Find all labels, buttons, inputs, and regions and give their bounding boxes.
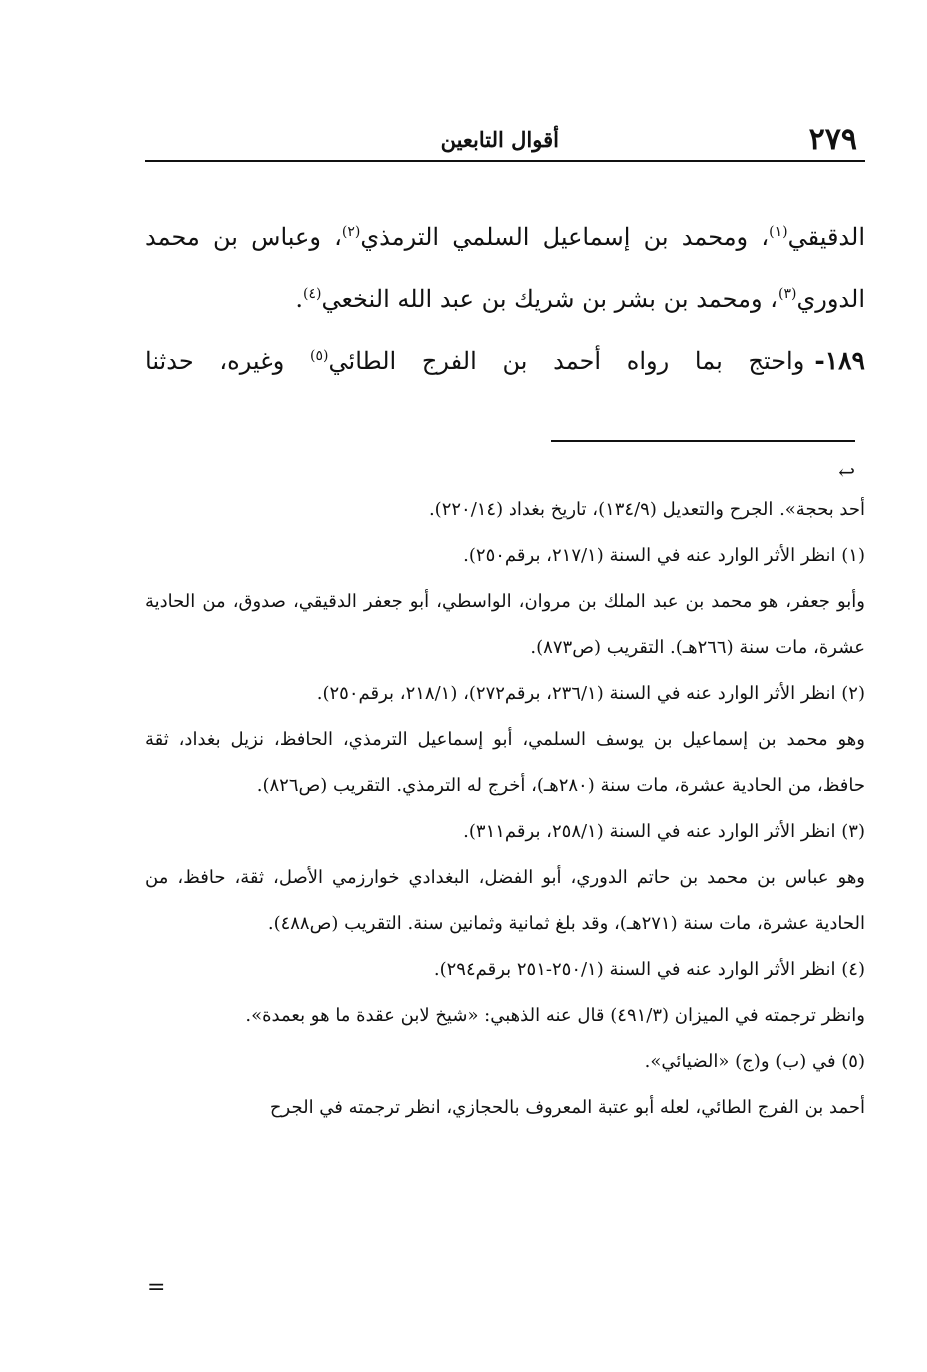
footnote-1-body: وأبو جعفر، هو محمد بن عبد الملك بن مروان، الواسطي، أبو جعفر الدقيقي، صدوق، من الحادية عشرة، مات سنة (٢٦٦هـ). التقريب (ص٨٧٣). (145, 591, 865, 658)
footnote-2-body: وهو محمد بن إسماعيل بن يوسف السلمي، أبو إسماعيل الترمذي، الحافظ، نزيل بغداد، ثقة حافظ، من الحادية عشرة، مات سنة (٢٨٠هـ)، أخرج له الترمذي. التقريب (ص٨٢٦). (145, 729, 865, 796)
footnote-4-head: (٤) انظر الأثر الوارد عنه في السنة (٢٥٠/١-٢٥١ برقم٢٩٤). (433, 959, 865, 980)
main-line-3 (145, 330, 865, 392)
footnote-4-body: وانظر ترجمته في الميزان (٤٩١/٣) قال عنه الذهبي: «شيخ لابن عقدة ما هو بعمدة». (245, 1005, 865, 1026)
main-line-1-part-c: ، وعباس بن محمد (145, 223, 342, 251)
note-reference-5: (٥) (310, 348, 329, 364)
header-rule (145, 160, 865, 162)
note-reference-3: (٣) (777, 286, 797, 302)
main-line-1-part-a: الدقيقي (787, 223, 865, 251)
main-line-3-part-b: وغيره، حدثنا (145, 347, 285, 375)
item-number: ١٨٩- (814, 346, 865, 375)
continued-footnote: أحد بحجة». الجرح والتعديل (١٣٤/٩)، تاريخ بغداد (٢٢٠/١٤). (428, 499, 865, 520)
note-reference-2: (٢) (341, 224, 361, 240)
main-line-1-part-b: ، ومحمد بن إسماعيل السلمي الترمذي (360, 223, 770, 251)
footnote-5-head: (٥) في (ب) و(ج) «الضيائي». (644, 1051, 865, 1072)
main-line-2-part-c: . (295, 285, 303, 313)
main-line-2 (145, 268, 865, 330)
footnote-3-body: وهو عباس بن محمد بن حاتم الدوري، أبو الفضل، البغدادي خوارزمي الأصل، ثقة، حافظ، من الحادية عشرة، مات سنة (٢٧١هـ)، وقد بلغ ثمانية وثمانين سنة. التقريب (ص٤٨٨). (145, 867, 865, 934)
footnote-5-body: أحمد بن الفرج الطائي، لعله أبو عتبة المعروف بالحجازي، انظر ترجمته في الجرح (269, 1097, 865, 1118)
page-header (145, 118, 865, 162)
footnote-2-head: (٢) انظر الأثر الوارد عنه في السنة (٢٣٦/١، برقم٢٧٢)، (٢١٨/١، برقم٢٥٠). (316, 683, 865, 704)
continuation-equals-mark: = (147, 1275, 166, 1300)
main-line-1 (145, 206, 865, 268)
footnotes (145, 487, 865, 1131)
main-line-2-part-b: ، ومحمد بن بشر بن شريك بن عبد الله النخعي (321, 285, 778, 313)
main-line-3-part-a: واحتج بما رواه أحمد بن الفرج الطائي (328, 347, 805, 375)
main-line-2-part-a: الدوري (796, 285, 865, 313)
note-reference-1: (١) (769, 224, 788, 240)
footnote-3-head: (٣) انظر الأثر الوارد عنه في السنة (٢٥٨/١، برقم٣١١). (463, 821, 865, 842)
footnote-1-head: (١) انظر الأثر الوارد عنه في السنة (٢١٧/١، برقم٢٥٠). (463, 545, 865, 566)
main-text (145, 206, 865, 392)
note-reference-4: (٤) (303, 286, 322, 302)
footnote-rule (551, 440, 855, 442)
continuation-icon: ↩ (838, 460, 855, 484)
page-number: ٢٧٩ (808, 122, 857, 157)
running-title: أقوال التابعين (440, 127, 559, 152)
